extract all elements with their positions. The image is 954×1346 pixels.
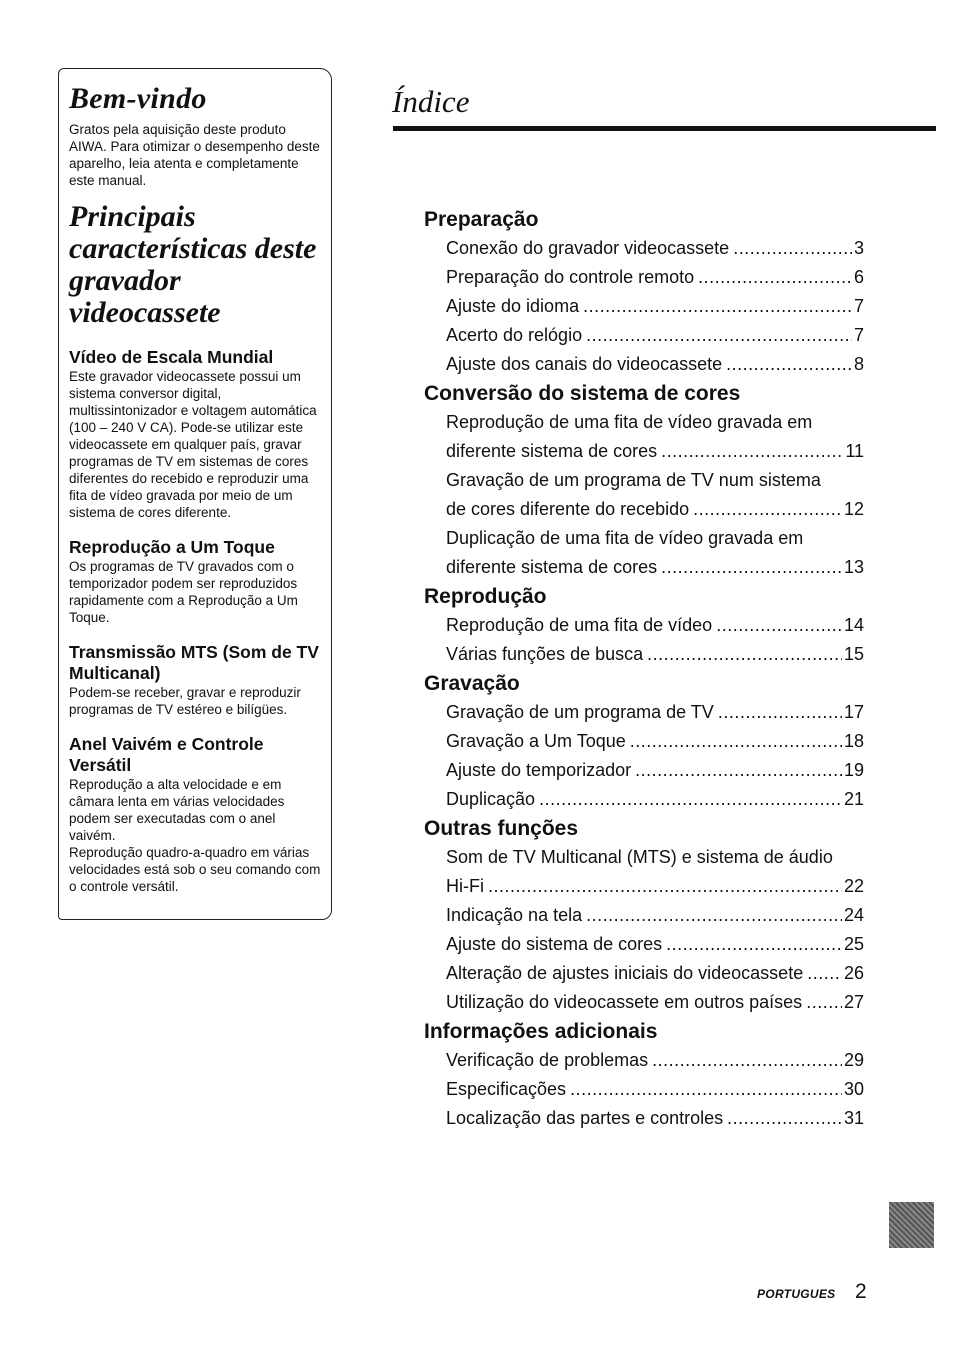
toc-leader-dots xyxy=(733,234,852,263)
toc-entry-label: Reprodução de uma fita de vídeo xyxy=(446,615,713,635)
toc-entry[interactable] xyxy=(424,698,864,727)
feature-paragraph: Podem-se receber, gravar e reproduzir programas de TV estéreo e bilígües. xyxy=(69,685,301,717)
toc-section-title: Informações adicionais xyxy=(424,1020,658,1043)
toc-entry-page: 18 xyxy=(843,731,864,751)
toc-leader-dots xyxy=(661,437,843,466)
toc-leader-dots xyxy=(570,1075,842,1104)
table-of-contents xyxy=(424,205,864,1133)
feature-item xyxy=(69,642,325,718)
toc-entry[interactable] xyxy=(424,756,864,785)
toc-entry[interactable] xyxy=(424,1104,864,1133)
welcome-title: Bem-vindo xyxy=(69,82,207,115)
toc-entry[interactable] xyxy=(424,234,864,263)
toc-leader-dots xyxy=(652,1046,842,1075)
toc-entry-page: 19 xyxy=(843,760,864,780)
toc-section xyxy=(424,815,864,1017)
toc-leader-dots xyxy=(806,988,842,1017)
toc-entry-page: 7 xyxy=(853,325,864,345)
toc-entry-label: Preparação do controle remoto xyxy=(446,267,695,287)
toc-entry-page: 7 xyxy=(853,296,864,316)
toc-section-title: Gravação xyxy=(424,672,520,695)
feature-text xyxy=(69,368,325,521)
feature-paragraph: Este gravador videocassete possui um sistema conversor digital, multissintonizador e voltagem automática (100 – 240 V CA). Pode-se utilizar este videocassete em qualquer país, gravar programas de TV em sistemas de cores diferentes do recebido e reproduzir uma fita de vídeo gravada por meio de um sistema de cores diferente. xyxy=(69,369,317,520)
toc-entry[interactable] xyxy=(424,785,864,814)
toc-leader-dots xyxy=(807,959,842,988)
toc-leader-dots xyxy=(539,785,842,814)
toc-leader-dots xyxy=(583,292,852,321)
toc-entry-label: Conexão do gravador videocassete xyxy=(446,238,730,258)
toc-entry-label: Ajuste do sistema de cores xyxy=(446,934,663,954)
toc-leader-dots xyxy=(647,640,842,669)
toc-entry-label: Várias funções de busca xyxy=(446,644,644,664)
index-title: Índice xyxy=(392,84,470,119)
toc-leader-dots xyxy=(661,553,842,582)
feature-title: Reprodução a Um Toque xyxy=(69,537,275,557)
toc-section xyxy=(424,583,864,669)
feature-text xyxy=(69,776,325,895)
toc-entry-page: 29 xyxy=(843,1050,864,1070)
toc-entry-label: Utilização do videocassete em outros países xyxy=(446,992,803,1012)
toc-entry[interactable] xyxy=(424,1075,864,1104)
toc-entry-label: diferente sistema de cores xyxy=(446,441,658,461)
toc-entry-page: 22 xyxy=(843,876,864,896)
toc-entry-page: 21 xyxy=(843,789,864,809)
feature-text xyxy=(69,684,325,718)
toc-section-title: Reprodução xyxy=(424,585,547,608)
toc-section-title: Preparação xyxy=(424,208,539,231)
toc-entry-label: Ajuste dos canais do videocassete xyxy=(446,354,723,374)
toc-entry-page: 27 xyxy=(843,992,864,1012)
toc-entry-label: Gravação a Um Toque xyxy=(446,731,626,751)
toc-entry-page: 17 xyxy=(843,702,864,722)
toc-leader-dots xyxy=(716,611,842,640)
toc-entry-page: 25 xyxy=(843,934,864,954)
toc-leader-dots xyxy=(488,872,842,901)
toc-entry[interactable] xyxy=(424,350,864,379)
welcome-box xyxy=(58,68,332,920)
toc-entry-page: 14 xyxy=(843,615,864,635)
feature-item xyxy=(69,537,325,626)
toc-entry-page: 11 xyxy=(845,441,864,461)
toc-leader-dots xyxy=(698,263,852,292)
toc-entry-label: Gravação de um programa de TV xyxy=(446,702,714,722)
toc-entry[interactable] xyxy=(424,321,864,350)
toc-entry-label: Indicação na tela xyxy=(446,905,583,925)
toc-entry-label: Localização das partes e controles xyxy=(446,1108,724,1128)
toc-entry[interactable] xyxy=(424,1046,864,1075)
toc-leader-dots xyxy=(586,901,842,930)
toc-entry-label: Acerto do relógio xyxy=(446,325,583,345)
toc-entry-page: 12 xyxy=(843,499,864,519)
feature-text xyxy=(69,558,325,626)
feature-paragraph: Reprodução quadro-a-quadro em várias velocidades está sob o seu comando com o controle versátil. xyxy=(69,845,321,894)
toc-entry[interactable] xyxy=(424,988,864,1017)
feature-item xyxy=(69,734,325,895)
page-number: 2 xyxy=(855,1280,867,1303)
toc-entry[interactable] xyxy=(424,437,864,466)
toc-entry-page: 13 xyxy=(843,557,864,577)
toc-entry-page: 3 xyxy=(853,238,864,258)
toc-section xyxy=(424,206,864,379)
toc-entry-label: Ajuste do idioma xyxy=(446,296,580,316)
toc-entry-lead: Reprodução de uma fita de vídeo gravada em xyxy=(446,412,813,432)
features-title: Principais características deste gravador videocassete xyxy=(69,200,317,329)
toc-entry-label: Duplicação xyxy=(446,789,536,809)
toc-entry[interactable] xyxy=(424,495,864,524)
toc-section xyxy=(424,670,864,814)
toc-leader-dots xyxy=(727,1104,842,1133)
toc-leader-dots xyxy=(635,756,842,785)
toc-leader-dots xyxy=(666,930,842,959)
toc-entry[interactable] xyxy=(424,553,864,582)
toc-entry-label: Alteração de ajustes iniciais do videocassete xyxy=(446,963,804,983)
toc-leader-dots xyxy=(586,321,852,350)
toc-entry-label: diferente sistema de cores xyxy=(446,557,658,577)
toc-entry-page: 31 xyxy=(843,1108,864,1128)
toc-entry-page: 6 xyxy=(853,267,864,287)
feature-title: Transmissão MTS (Som de TV Multicanal) xyxy=(69,642,319,683)
features-list xyxy=(69,347,325,895)
toc-leader-dots xyxy=(630,727,842,756)
toc-entry[interactable] xyxy=(424,727,864,756)
feature-item xyxy=(69,347,325,521)
toc-entry[interactable] xyxy=(424,611,864,640)
toc-entry-lead: Som de TV Multicanal (MTS) e sistema de áudio xyxy=(446,847,833,867)
toc-section xyxy=(424,1018,864,1133)
feature-title: Anel Vaivém e Controle Versátil xyxy=(69,734,264,775)
toc-entry[interactable] xyxy=(424,263,864,292)
feature-title: Vídeo de Escala Mundial xyxy=(69,347,274,367)
toc-section-title: Outras funções xyxy=(424,817,579,840)
toc-entry-label: Hi-Fi xyxy=(446,876,484,896)
welcome-text: Gratos pela aquisição deste produto AIWA. Para otimizar o desempenho deste aparelho, leia atenta e completamente este manual. xyxy=(69,122,320,188)
footer-language: PORTUGUES xyxy=(757,1287,836,1301)
toc-entry[interactable] xyxy=(424,959,864,988)
feature-paragraph: Os programas de TV gravados com o temporizador podem ser reproduzidos rapidamente com a Reprodução a Um Toque. xyxy=(69,559,298,625)
feature-paragraph: Reprodução a alta velocidade e em câmara lenta em várias velocidades podem ser executadas com o anel vaivém. xyxy=(69,777,285,843)
toc-section xyxy=(424,380,864,582)
toc-entry-page: 26 xyxy=(843,963,864,983)
toc-entry-page: 24 xyxy=(843,905,864,925)
toc-entry[interactable] xyxy=(424,930,864,959)
title-rule xyxy=(393,126,936,131)
toc-leader-dots xyxy=(693,495,842,524)
toc-entry[interactable] xyxy=(424,292,864,321)
toc-entry-label: de cores diferente do recebido xyxy=(446,499,690,519)
toc-entry-label: Ajuste do temporizador xyxy=(446,760,632,780)
toc-entry-lead: Gravação de um programa de TV num sistema xyxy=(446,470,821,490)
toc-leader-dots xyxy=(726,350,852,379)
toc-entry-page: 30 xyxy=(843,1079,864,1099)
toc-entry-page: 15 xyxy=(843,644,864,664)
toc-section-title: Conversão do sistema de cores xyxy=(424,382,741,405)
toc-leader-dots xyxy=(718,698,842,727)
toc-entry-lead: Duplicação de uma fita de vídeo gravada em xyxy=(446,528,804,548)
toc-entry[interactable] xyxy=(424,901,864,930)
toc-entry-label: Verificação de problemas xyxy=(446,1050,649,1070)
toc-entry[interactable] xyxy=(424,872,864,901)
toc-entry-page: 8 xyxy=(853,354,864,374)
toc-entry[interactable] xyxy=(424,640,864,669)
toc-entry-label: Especificações xyxy=(446,1079,567,1099)
thumb-index-tab xyxy=(889,1202,934,1248)
